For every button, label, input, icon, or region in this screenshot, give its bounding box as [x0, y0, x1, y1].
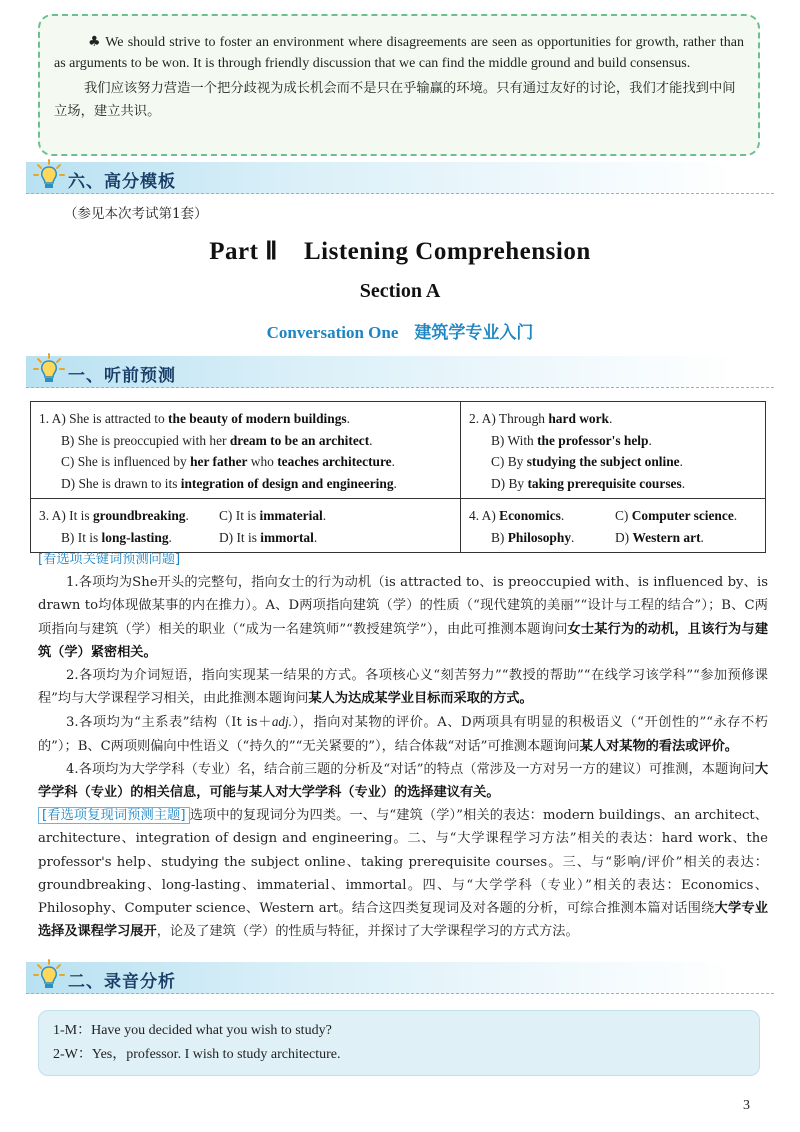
- q1-d-post: .: [393, 475, 397, 491]
- tag-recurring-words: [看选项复现词预测主题]: [38, 807, 190, 824]
- question-2: [461, 402, 766, 499]
- q2-a-key: hard work: [548, 411, 609, 426]
- q4-a-key: Economics: [499, 508, 561, 523]
- conversation-title-en: Conversation One: [266, 323, 399, 342]
- intro-chinese: 我们应该努力营造一个把分歧视为成长机会而不是只在乎输赢的环境。只有通过友好的讨论，我们才能找到中间立场，建立共识。: [54, 81, 736, 119]
- part-title: [0, 236, 800, 266]
- q4-c-key: Computer science: [631, 508, 734, 523]
- q1-a-key: the beauty of modern buildings: [168, 411, 347, 426]
- reference-note: （参见本次考试第1套）: [64, 206, 208, 222]
- analysis-p4: [38, 758, 768, 804]
- section-header-recording: [26, 962, 774, 994]
- analysis-p3-text2: ），指向对某物的评价。A、D两项具有明显的积极语义（“开创性的”“永存不朽的”）；B、C两项则偏向中性语义（“持久的”“无关紧要的”），结合体裁“对话”可推测本题询问: [38, 715, 768, 754]
- q2-c-pre: C) By: [491, 454, 527, 469]
- q4-number: 4.: [469, 508, 480, 523]
- lightbulb-icon: [32, 958, 66, 994]
- question-4: [461, 499, 766, 553]
- q2-c-post: .: [679, 454, 683, 469]
- q3-c-key: immaterial: [259, 508, 323, 523]
- q4-b-key: Philosophy: [507, 529, 572, 545]
- analysis-block: [38, 548, 768, 943]
- transcript-line-1: 1-M：Have you decided what you wish to study?: [53, 1023, 332, 1038]
- q1-b-post: .: [369, 432, 373, 448]
- section-title-prelisten: 一、听前预测: [68, 366, 176, 386]
- part-name: Listening Comprehension: [303, 238, 591, 265]
- section-header-template: [26, 162, 774, 194]
- q4-a-post: .: [560, 508, 565, 523]
- q4-d-post: .: [700, 529, 704, 545]
- q4-b-post: .: [571, 529, 575, 545]
- q4-c-pre: C): [615, 508, 632, 523]
- intro-quote-box: [38, 14, 760, 156]
- analysis-p4-text: 4.各项均为大学学科（专业）名，结合前三题的分析及“对话”的特点（常涉及一方对另一方的建议）可推测，本题询问: [66, 761, 755, 777]
- q2-c-key: studying the subject online: [526, 454, 680, 469]
- q2-b-pre: B) With: [491, 432, 538, 448]
- q3-b-post: .: [168, 529, 172, 545]
- q1-c-mid: who: [247, 454, 278, 469]
- analysis-tag-keywords: [38, 548, 768, 571]
- analysis-p2-key: 某人为达成某学业目标而采取的方式。: [308, 691, 533, 707]
- q3-a-pre: A) It is: [51, 508, 93, 523]
- q1-c-key1: her father: [190, 454, 248, 469]
- analysis-p1-key: 女士某行为的动机，且该行为与建筑（学）紧密相关。: [38, 621, 769, 660]
- q2-d-pre: D) By: [491, 475, 528, 491]
- analysis-p3-adj: adj.: [271, 714, 292, 730]
- analysis-p3: [38, 710, 768, 757]
- analysis-p4-key: 大学学科（专业）的相关信息，可能与某人对大学学科（专业）的选择建议有关。: [38, 761, 768, 801]
- q3-c-pre: C) It is: [219, 508, 260, 523]
- analysis-p2: [38, 664, 768, 710]
- q2-d-key: taking prerequisite courses: [527, 475, 682, 491]
- q1-a-post: .: [346, 411, 350, 426]
- analysis-p5: [38, 804, 768, 943]
- question-1: [31, 402, 461, 499]
- transcript-line-2: 2-W：Yes，professor. I wish to study architecture.: [53, 1047, 341, 1062]
- q4-b-pre: B): [491, 529, 508, 545]
- q4-a-pre: A): [481, 508, 500, 523]
- analysis-p5-text2: ，论及了建筑（学）的性质与特征，并探讨了大学课程学习的方式方法。: [156, 924, 579, 940]
- q4-d-key: Western art: [632, 529, 701, 545]
- q4-c-post: .: [733, 508, 738, 523]
- analysis-p3-key: 某人对某物的看法或评价。: [579, 738, 738, 754]
- q3-a-key: groundbreaking: [92, 508, 186, 523]
- q3-c-post: .: [322, 508, 327, 523]
- q3-d-pre: D) It is: [219, 529, 261, 545]
- q2-a-pre: A) Through: [481, 411, 549, 426]
- q2-number: 2.: [469, 411, 480, 426]
- lightbulb-icon: [32, 158, 66, 194]
- q3-d-key: immortal: [260, 529, 314, 545]
- q1-c-post: .: [391, 454, 395, 469]
- q1-d-pre: D) She is drawn to its: [61, 475, 181, 491]
- conversation-title: [0, 318, 800, 343]
- transcript-box: [38, 1010, 760, 1076]
- q3-number: 3.: [39, 508, 50, 523]
- intro-english: [54, 32, 744, 74]
- q3-d-post: .: [313, 529, 318, 545]
- q1-c-key2: teaches architecture: [277, 454, 392, 469]
- q1-c-pre: C) She is influenced by: [61, 454, 191, 469]
- tag-keywords: [看选项关键词预测问题]: [38, 552, 181, 567]
- question-3: [31, 499, 461, 553]
- analysis-p5-key: 大学专业选择及课程学习展开: [38, 901, 768, 940]
- analysis-p3-text: 3.各项均为“主系表”结构（It is＋: [66, 715, 272, 731]
- analysis-p5-text: 选项中的复现词分为四类。一、与“建筑（学）”相关的表达：modern buildings、an architect、architecture、integration of design and engineering。二、与“大学课程学习方法”相关的表达：hard work、the professor's help、studying the subject online、taking prerequisite courses。三、与“影响/评价”相关的表达：groundbreaking、long-lasting、immaterial、immortal。四、与“大学学科（专业）”相关的表达：Economics、Philosophy、Computer science、Western art。结合这四类复现词及对各题的分析，可综合推测本篇对话围绕: [38, 808, 768, 917]
- q1-b-key: dream to be an architect: [229, 432, 370, 448]
- q3-b-pre: B) It is: [61, 529, 102, 545]
- section-a-title: Section A: [359, 280, 441, 302]
- analysis-p2-text: 2.各项均为介词短语，指向实现某一结果的方式。各项核心义“刻苦努力”“教授的帮助”“在线学习该学科”“参加预修课程”均与大学课程学习相关，由此推测本题询问: [38, 668, 768, 707]
- conversation-title-cn: 建筑学专业入门: [414, 323, 534, 343]
- q2-d-post: .: [681, 475, 686, 491]
- q3-a-post: .: [185, 508, 189, 523]
- intro-english-text: We should strive to foster an environment where disagreements are seen as opportunities for growth, rather than as arguments to be won. It is through friendly discussion that we can find the middle ground and build consensus.: [54, 35, 744, 71]
- q2-a-post: .: [609, 411, 613, 426]
- section-title-recording: 二、录音分析: [68, 972, 176, 992]
- club-icon: ♣: [88, 34, 102, 50]
- section-title-template: 六、高分模板: [68, 172, 176, 192]
- q1-a-pre: A) She is attracted to: [51, 411, 169, 426]
- part-number: Part Ⅱ: [209, 238, 278, 265]
- q2-b-key: the professor's help: [537, 432, 649, 448]
- q1-d-key: integration of design and engineering: [180, 475, 394, 491]
- section-header-prelisten: [26, 356, 774, 388]
- q1-b-pre: B) She is preoccupied with her: [61, 432, 230, 448]
- q2-b-post: .: [648, 432, 652, 448]
- options-table: [30, 401, 766, 553]
- q3-b-key: long-lasting: [101, 529, 169, 545]
- analysis-p1: [38, 571, 768, 664]
- page-number: 3: [743, 1098, 750, 1113]
- lightbulb-icon: [32, 352, 66, 388]
- q4-d-pre: D): [615, 529, 633, 545]
- q1-number: 1.: [39, 411, 50, 426]
- analysis-p1-text: 1.各项均为She开头的完整句，指向女士的行为动机（is attracted to、is preoccupied with、is influenced by、is drawn to均体现做某事的内在推力）。A、D两项指向建筑（学）的性质（“现代建筑的美丽”“设计与工程的结合”）；B、C两项指向与建筑（学）相关的职业（“成为一名建筑师”“教授建筑学”），由此可推测本题询问: [38, 575, 768, 637]
